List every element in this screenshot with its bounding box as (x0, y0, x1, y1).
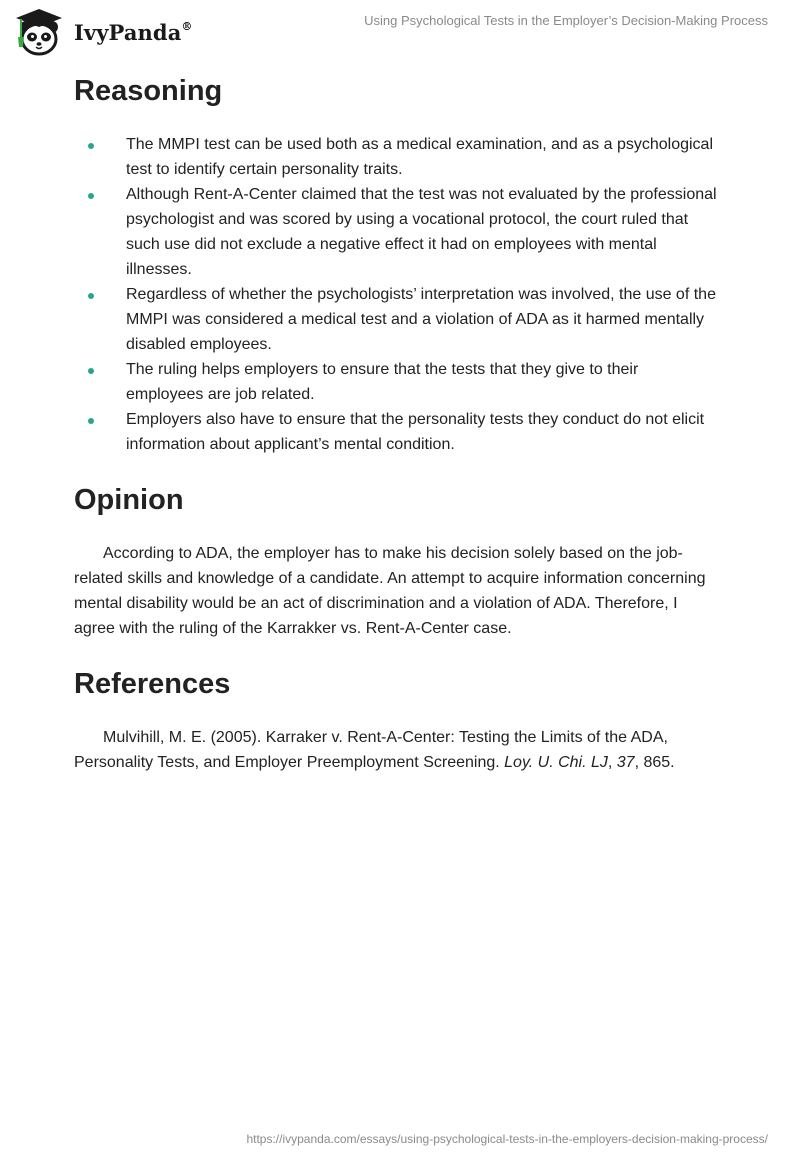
ivypanda-logo[interactable] (14, 8, 193, 56)
list-item: Regardless of whether the psychologists’ interpretation was involved, the use of the MMPI was considered a medical test and a violation of ADA as it harmed mentally disabled employees. (74, 282, 718, 357)
list-item: Although Rent-A-Center claimed that the test was not evaluated by the professional psychologist and was scored by using a vocational protocol, the court ruled that such use did not exclude a negative effect it had on employees with mental illnesses. (74, 182, 718, 282)
bullet-icon (88, 143, 94, 149)
page-header (0, 0, 800, 60)
bullet-icon (88, 293, 94, 299)
references-heading: References (74, 668, 231, 700)
panda-graduate-icon (14, 7, 70, 57)
opinion-paragraph: According to ADA, the employer has to make his decision solely based on the job-related skills and knowledge of a candidate. An attempt to acquire information concerning mental disability would be an act of discrimination and a violation of ADA. Therefore, I agree with the ruling of the Karrakker vs. Rent-A-Center case. (74, 545, 706, 637)
list-item: The MMPI test can be used both as a medical examination, and as a psychological test to identify certain personality traits. (74, 132, 718, 182)
bullet-icon (88, 368, 94, 374)
opinion-heading: Opinion (74, 484, 184, 516)
source-url[interactable]: https://ivypanda.com/essays/using-psychological-tests-in-the-employers-decision-making-process/ (246, 1132, 768, 1146)
journal-title: Loy. U. Chi. LJ (504, 754, 608, 771)
list-item: Employers also have to ensure that the personality tests they conduct do not elicit information about applicant’s mental condition. (74, 407, 718, 457)
journal-volume: 37 (616, 754, 635, 771)
reasoning-list (74, 132, 718, 457)
reference-entry: Mulvihill, M. E. (2005). Karraker v. Rent-A-Center: Testing the Limits of the ADA, Personality Tests, and Employer Preemployment Screening. Loy. U. Chi. LJ, 37, 865. (74, 729, 675, 771)
bullet-icon (88, 193, 94, 199)
document-title: Using Psychological Tests in the Employer’s Decision-Making Process (364, 13, 768, 28)
brand-name: IvyPanda® (74, 19, 193, 45)
essay-content (74, 70, 718, 775)
bullet-icon (88, 418, 94, 424)
reasoning-heading: Reasoning (74, 75, 223, 107)
list-item: The ruling helps employers to ensure that the tests that they give to their employees are job related. (74, 357, 718, 407)
